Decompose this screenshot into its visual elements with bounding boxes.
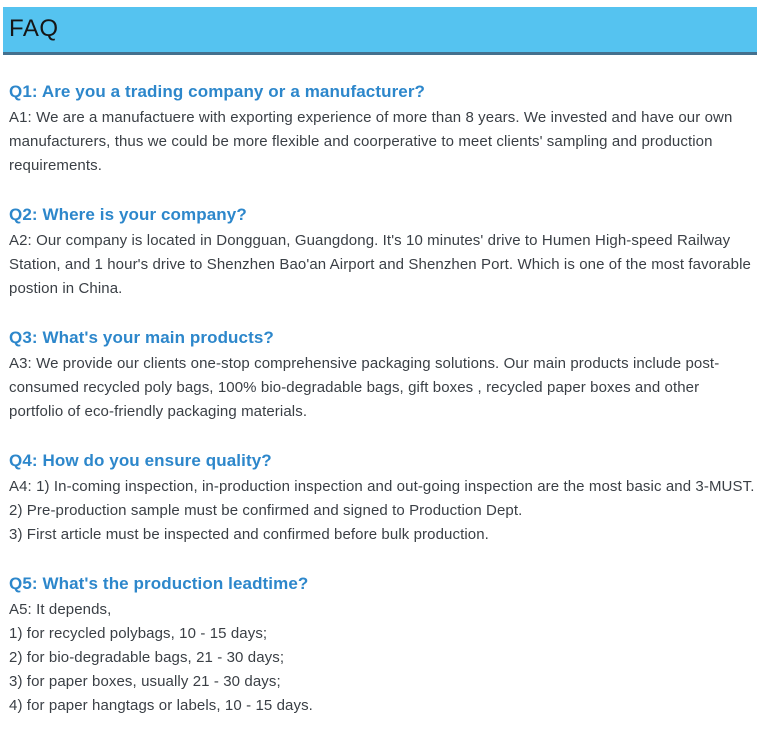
faq-question: Q3: What's your main products? xyxy=(9,328,274,347)
section-header xyxy=(3,7,757,55)
faq-answer xyxy=(9,229,757,301)
faq-answer-line: 1) for recycled polybags, 10 - 15 days; xyxy=(9,625,268,642)
faq-answer-line: A2: Our company is located in Dongguan, Guangdong. It's 10 minutes' drive to Humen High-speed Railway Station, and 1 hour's drive to Shenzhen Bao'an Airport and Shenzhen Port. Which is one of the most favorable postion in China. xyxy=(9,232,751,297)
faq-item xyxy=(9,82,757,178)
faq-answer-line: 4) for paper hangtags or labels, 10 - 15 days. xyxy=(9,697,313,714)
faq-list xyxy=(0,82,765,718)
faq-question: Q5: What's the production leadtime? xyxy=(9,574,309,593)
faq-answer-line: 3) First article must be inspected and confirmed before bulk production. xyxy=(9,526,489,543)
faq-question: Q4: How do you ensure quality? xyxy=(9,451,272,470)
faq-item xyxy=(9,574,757,718)
faq-item xyxy=(9,205,757,301)
faq-question: Q1: Are you a trading company or a manufacturer? xyxy=(9,82,426,101)
faq-item xyxy=(9,451,757,547)
faq-answer xyxy=(9,475,757,547)
faq-answer-line: A4: 1) In-coming inspection, in-production inspection and out-going inspection are the most basic and 3-MUST. xyxy=(9,478,755,495)
faq-answer-line: A3: We provide our clients one-stop comprehensive packaging solutions. Our main products include post-consumed recycled poly bags, 100% bio-degradable bags, gift boxes , recycled paper boxes and other portfolio of eco-friendly packaging materials. xyxy=(9,355,720,420)
section-title: FAQ xyxy=(9,15,59,42)
faq-answer xyxy=(9,598,757,718)
faq-answer-line: A1: We are a manufactuere with exporting experience of more than 8 years. We invested and have our own manufacturers, thus we could be more flexible and coorperative to meet clients' sampling and production requirements. xyxy=(9,109,733,174)
faq-question: Q2: Where is your company? xyxy=(9,205,247,224)
faq-answer xyxy=(9,106,757,178)
faq-answer-line: A5: It depends, xyxy=(9,601,112,618)
faq-answer-line: 2) for bio-degradable bags, 21 - 30 days; xyxy=(9,649,285,666)
faq-answer xyxy=(9,352,757,424)
faq-item xyxy=(9,328,757,424)
faq-answer-line: 2) Pre-production sample must be confirmed and signed to Production Dept. xyxy=(9,502,523,519)
faq-answer-line: 3) for paper boxes, usually 21 - 30 days; xyxy=(9,673,281,690)
